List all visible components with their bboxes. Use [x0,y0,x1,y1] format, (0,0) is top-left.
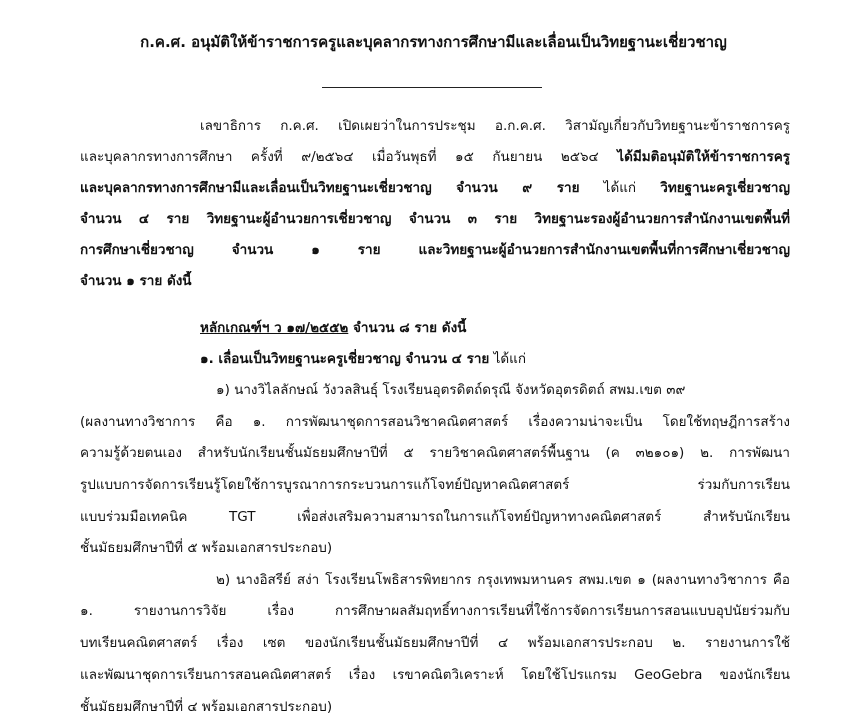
section1-heading-line [200,349,790,369]
paragraph1-line1: เลขาธิการ ก.ค.ศ. เปิดเผยว่าในการประชุม อ.ก.ค.ศ. วิสามัญเกี่ยวกับวิทยฐานะข้าราชการครู [200,118,790,134]
section1-heading: ๑. เลื่อนเป็นวิทยฐานะครูเชี่ยวชาญ จำนวน ๔ ราย [200,351,490,367]
paragraph1-line4: จำนวน ๔ ราย วิทยฐานะผู้อำนวยการเชี่ยวชาญ จำนวน ๓ ราย วิทยฐานะรองผู้อำนวยการสำนักงานเขตพื้นที่ [80,211,790,227]
paragraph1-line2-bold: ได้มีมติอนุมัติให้ข้าราชการครู [617,149,790,165]
paragraph1-line2 [80,147,790,167]
paragraph1-line3-bold1: และบุคลากรทางการศึกษามีและเลื่อนเป็นวิทยฐานะเชี่ยวชาญ จำนวน ๙ ราย [80,180,580,196]
item2-line5: ชั้นมัธยมศึกษาปีที่ ๔ พร้อมเอกสารประกอบ) [80,699,333,715]
section1-heading-tail: ได้แก่ [489,351,527,367]
item1-line5: แบบร่วมมือเทคนิค TGT เพื่อส่งเสริมความสามารถในการแก้โจทย์ปัญหาทางคณิตศาสตร์ สำหรับนักเรียน [80,509,790,525]
item1-line3: ความรู้ด้วยตนเอง สำหรับนักเรียนชั้นมัธยมศึกษาปีที่ ๕ รายวิชาคณิตศาสตร์พื้นฐาน (ค ๓๒๑๐๑) ๒. การพัฒนา [80,445,790,461]
title-underline-rule [322,87,542,88]
item2-line4: และพัฒนาชุดการเรียนการสอนคณิตศาสตร์ เรื่อง เรขาคณิตวิเคราะห์ โดยใช้โปรแกรม GeoGebra ของนักเรียน [80,667,790,683]
criteria-rest: จำนวน ๘ ราย ดังนี้ [348,320,467,336]
item2-line1: ๒) นางอิสรีย์ สง่า โรงเรียนโพธิสารพิทยากร กรุงเทพมหานคร สพม.เขต ๑ (ผลงานทางวิชาการ คือ [216,572,790,588]
paragraph1-line5: การศึกษาเชี่ยวชาญ จำนวน ๑ ราย และวิทยฐานะผู้อำนวยการสำนักงานเขตพื้นที่การศึกษาเชี่ยวชาญ [80,242,790,258]
item1-line2: (ผลงานทางวิชาการ คือ ๑. การพัฒนาชุดการสอนวิชาคณิตศาสตร์ เรื่องความน่าจะเป็น โดยใช้ทฤษฎีการสร้าง [80,414,790,430]
paragraph1-line3-normal: ได้แก่ [579,180,661,196]
criteria-line [200,318,790,338]
criteria-underlined: หลักเกณฑ์ฯ ว ๑๗/๒๕๕๒ [200,320,349,336]
paragraph1-line3-bold2: วิทยฐานะครูเชี่ยวชาญ [660,180,790,196]
document-title: ก.ค.ศ. อนุมัติให้ข้าราชการครูและบุคลากรทางการศึกษามีและเลื่อนเป็นวิทยฐานะเชี่ยวชาญ [140,33,727,51]
paragraph1-line2-normal: และบุคลากรทางการศึกษา ครั้งที่ ๙/๒๕๖๔ เมื่อวันพุธที่ ๑๕ กันยายน ๒๕๖๔ [80,149,618,165]
item1-line1: ๑) นางวิไลลักษณ์ วังวลสินธุ์ โรงเรียนอุตรดิตถ์ดรุณี จังหวัดอุตรดิตถ์ สพม.เขต ๓๙ [216,382,686,398]
item2-line2: ๑. รายงานการวิจัย เรื่อง การศึกษาผลสัมฤทธิ์ทางการเรียนที่ใช้การจัดการเรียนการสอนแบบอุปนัยร่วมกับ [80,603,790,619]
item1-line4: รูปแบบการจัดการเรียนรู้โดยใช้การบูรณาการกระบวนการแก้โจทย์ปัญหาคณิตศาสตร์ ร่วมกับการเรียน [80,477,790,493]
paragraph1-line6: จำนวน ๑ ราย ดังนี้ [80,273,192,289]
item2-line3: บทเรียนคณิตศาสตร์ เรื่อง เซต ของนักเรียนชั้นมัธยมศึกษาปีที่ ๔ พร้อมเอกสารประกอบ ๒. รายงานการใช้ [80,635,790,651]
paragraph1-line3 [80,178,790,198]
item1-line6: ชั้นมัธยมศึกษาปีที่ ๕ พร้อมเอกสารประกอบ) [80,540,333,556]
